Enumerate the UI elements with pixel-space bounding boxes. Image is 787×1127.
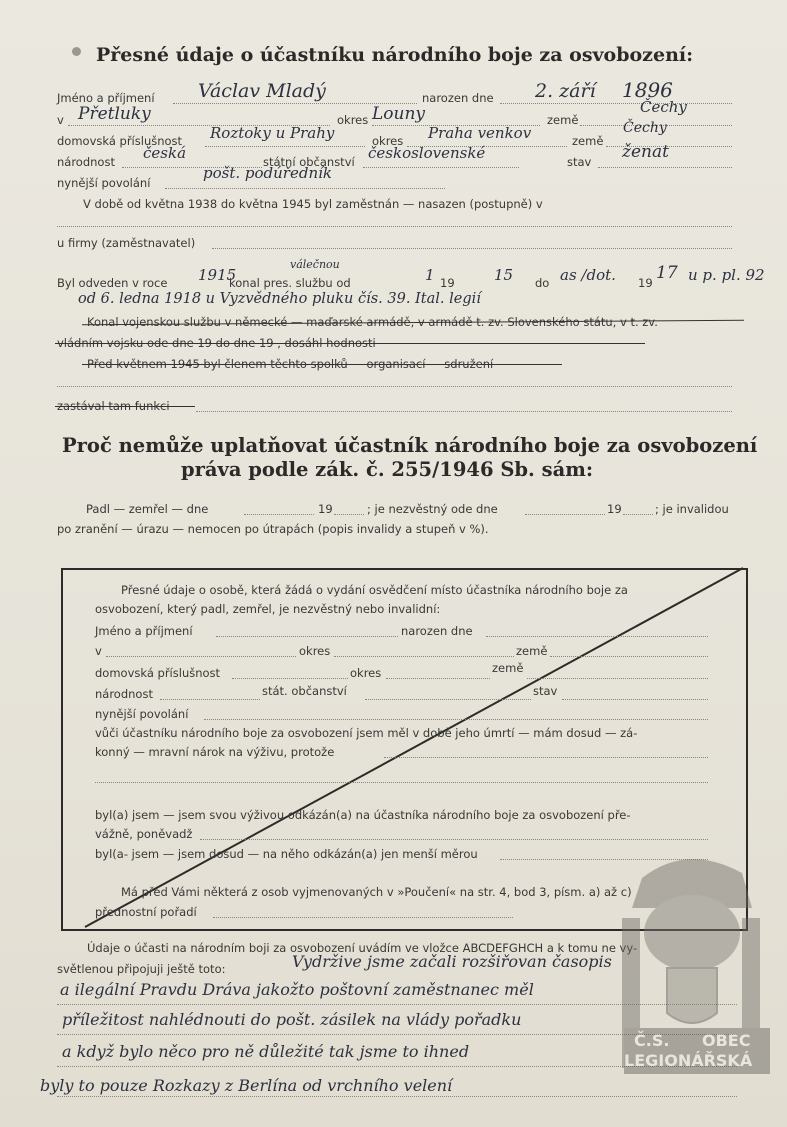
place-label: v: [57, 113, 64, 127]
box-stav-label: stav: [533, 684, 558, 698]
box-zeme2-label: země: [492, 661, 524, 675]
served-label: konal pres. službu od: [229, 276, 351, 290]
page-title: Přesné údaje o účastníku národního boje za osvobození:: [96, 44, 694, 66]
to-value: as /dot.: [560, 266, 616, 284]
district2-value: Praha venkov: [428, 124, 532, 142]
box-line-5: byl(a) jsem — jsem svou výživou odkázán(a) na účastníka národního boje za osvobození pře-: [95, 808, 631, 822]
country2-label: země: [572, 134, 604, 148]
box-okres2-label: okres: [350, 666, 382, 680]
district-value: Louny: [372, 104, 426, 124]
handwritten-line-1: Vydržive jsme začali rozšiřovan časopis: [292, 952, 612, 971]
section2-title-1: Proč nemůže uplatňovat účastník národního boje za osvobození: [62, 434, 758, 457]
status-label: stav: [567, 155, 592, 169]
footer-line-1: Údaje o účasti na národním boji za osvobození uvádím ve vložce ABCDEFGHCH a k tomu ne vy-: [87, 941, 638, 955]
box-name-label: Jméno a příjmení: [95, 624, 193, 638]
invalid-label: ; je invalidou: [655, 502, 729, 516]
struck-line-4: zastával tam funkci: [57, 399, 170, 413]
box-born-label: narozen dne: [401, 624, 473, 638]
name-value: Václav Mladý: [198, 80, 326, 102]
section2-title-2: práva podle zák. č. 255/1946 Sb. sám:: [181, 458, 594, 481]
box-line-6: vážně, poněvadž: [95, 827, 193, 841]
died-19: 19: [318, 502, 333, 516]
box-cit-label: stát. občanství: [262, 684, 347, 698]
to-year: 17: [656, 263, 678, 283]
drafted-label: Byl odveden v roce: [57, 276, 168, 290]
box-line-2: osvobození, který padl, zemřel, je nezvěstný nebo invalidní:: [95, 602, 441, 616]
domicile-value: Roztoky u Prahy: [210, 124, 335, 142]
country-label: země: [547, 113, 579, 127]
nationality-label: národnost: [57, 155, 115, 169]
name-label: Jméno a příjmení: [57, 91, 155, 105]
unit-value: u p. pl. 92: [688, 266, 765, 284]
box-line-8: Má před Vámi některá z osob vyjmenovaných v »Poučení« na str. 4, bod 3, písm. a) až c): [121, 885, 632, 899]
footer-line-2: světlenou připojuji ještě toto:: [57, 962, 226, 976]
from-day: 1: [425, 266, 435, 284]
handwritten-line-4: a když bylo něco pro ně důležité tak jsme to ihned: [62, 1042, 470, 1061]
from-19: 19: [440, 276, 455, 290]
box-line-4: konný — mravní nárok na výživu, protože: [95, 745, 335, 759]
nationality-value: česká: [143, 144, 187, 162]
to-19: 19: [638, 276, 653, 290]
status-value: ženat: [622, 142, 669, 162]
born-year: 1896: [622, 78, 673, 102]
missing-label: ; je nezvěstný ode dne: [367, 502, 498, 516]
citizenship-label: státní občanství: [263, 155, 355, 169]
box-line-1: Přesné údaje o osobě, která žádá o vydání osvědčení místo účastníka národního boje za: [121, 583, 628, 597]
service-insert: válečnou: [290, 258, 340, 271]
struck-line-2: vládním vojsku ode dne 19 do dne 19 , dosáhl hodnosti: [57, 336, 376, 350]
from-year: 15: [494, 266, 514, 284]
district-label: okres: [337, 113, 369, 127]
struck-line-1: Konal vojenskou službu v německé — maďarské armádě, v armádě t. zv. Slovenského státu, v t. zv.: [87, 315, 658, 329]
employment-line: V době od května 1938 do května 1945 byl zaměstnán — nasazen (postupně) v: [83, 197, 543, 211]
box-zeme-label: země: [516, 644, 548, 658]
missing-19: 19: [607, 502, 622, 516]
place-value: Přetluky: [78, 104, 151, 124]
drafted-year: 1915: [198, 266, 237, 284]
handwritten-line-5: byly to pouze Rozkazy z Berlína od vrchního velení: [40, 1076, 453, 1095]
born-value: 2. září: [535, 80, 596, 102]
born-label: narozen dne: [422, 91, 494, 105]
to-label: do: [535, 276, 550, 290]
logo-line-3: LEGIONÁŘSKÁ: [624, 1051, 753, 1070]
box-line-7: byl(a- jsem — jsem dosud — na něho odkázán(a) jen menší měrou: [95, 847, 478, 861]
struck-line-3: Před květnem 1945 byl členem těchto spolků — organisací — sdružení: [87, 357, 494, 371]
box-line-3: vůči účastníku národního boje za osvobození jsem měl v době jeho úmrtí — mám dosud — zá-: [95, 726, 638, 740]
box-line-9: přednostní pořadí: [95, 905, 197, 919]
country-value: Čechy: [640, 98, 687, 116]
logo-line-2: OBEC: [702, 1031, 751, 1050]
box-v-label: v: [95, 644, 102, 658]
occupation-value: pošt. podúředník: [203, 164, 332, 182]
district2-label: okres: [372, 134, 404, 148]
box-okres-label: okres: [299, 644, 331, 658]
legion-watermark-logo: [612, 838, 770, 1078]
occupation-label: nynější povolání: [57, 176, 151, 190]
handwritten-line-3: příležitost nahlédnouti do pošt. zásilek na vlády pořadku: [62, 1010, 522, 1029]
unit-line: od 6. ledna 1918 u Vyzvědného pluku čís. 39. Ital. legií: [78, 291, 481, 307]
injury-line: po zranění — úrazu — nemocen po útrapách (popis invalidy a stupeň v %).: [57, 522, 489, 536]
handwritten-line-2: a ilegální Pravdu Dráva jakožto poštovní zaměstnanec měl: [60, 980, 534, 999]
logo-line-1: Č.S.: [634, 1031, 670, 1050]
box-occ-label: nynější povolání: [95, 707, 189, 721]
domicile-label: domovská příslušnost: [57, 134, 183, 148]
died-label: Padl — zemřel — dne: [86, 502, 209, 516]
citizenship-value: československé: [368, 144, 486, 162]
box-domicile-label: domovská příslušnost: [95, 666, 221, 680]
box-nat-label: národnost: [95, 687, 153, 701]
firm-label: u firmy (zaměstnavatel): [57, 236, 196, 250]
country2-value: Čechy: [623, 120, 667, 136]
